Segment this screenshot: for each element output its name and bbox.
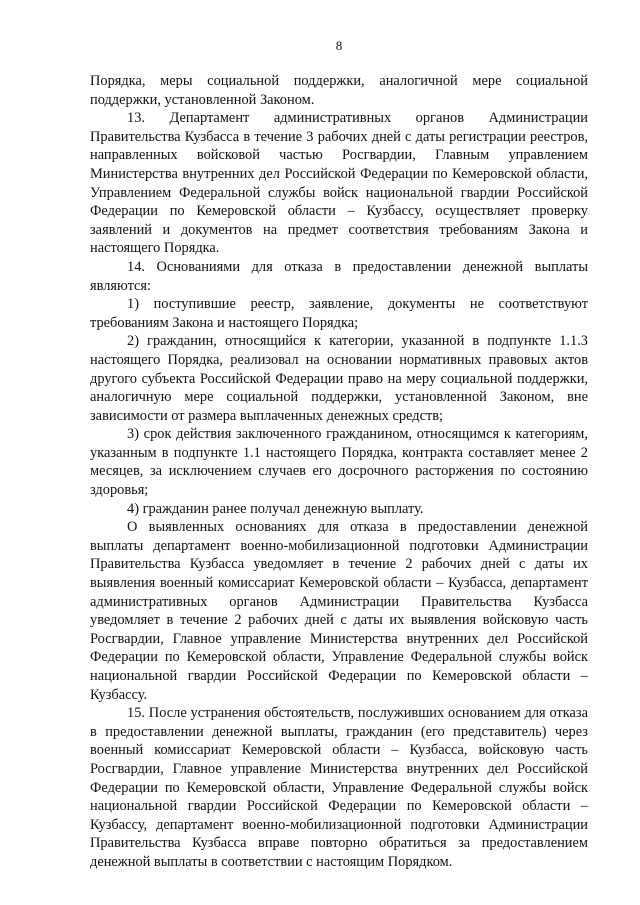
paragraph-item-14: 14. Основаниями для отказа в предоставлении денежной выплаты являются: xyxy=(90,258,588,294)
document-body xyxy=(90,72,588,872)
paragraph-subitem-3: 3) срок действия заключенного гражданином, относящимся к категориям, указанным в подпункте 1.1 настоящего Порядка, контракта составляет менее 2 месяцев, за исключением случаев его досрочного расторжения по состоянию здоровья; xyxy=(90,426,588,499)
paragraph-item-13: 13. Департамент административных органов Администрации Правительства Кузбасса в течение 3 рабочих дней с даты регистрации реестров, направленных войсковой частью Росгвардии, Главным управлением Министерства внутренних дел Российской Федерации по Кемеровской области, Управлением Федеральной службы войск национальной гвардии Российской Федерации по Кемеровской области – Кузбассу, осуществляет проверку заявлений и документов на предмет соответствия требованиям Закона и настоящего Порядка. xyxy=(90,110,588,257)
paragraph-item-15: 15. После устранения обстоятельств, послуживших основанием для отказа в предоставлении денежной выплаты, гражданин (его представитель) через военный комиссариат Кемеровской области – Кузбасса, войсковую часть Росгвардии, Главное управление Министерства внутренних дел Российской Федерации по Кемеровской области, Управление Федеральной службы войск национальной гвардии Российской Федерации по Кемеровской области – Кузбассу, департамент военно-мобилизационной подготовки Администрации Правительства Кузбасса вправе повторно обратиться за предоставлением денежной выплаты в соответствии с настоящим Порядком. xyxy=(90,705,588,870)
paragraph-subitem-4: 4) гражданин ранее получал денежную выплату. xyxy=(127,500,424,517)
paragraph-subitem-2: 2) гражданин, относящийся к категории, указанной в подпункте 1.1.3 настоящего Порядка, реализовал на основании нормативных правовых актов другого субъекта Российской Федерации право на меру социальной поддержки, аналогичную мере социальной поддержки, установленной Законом, вне зависимости от размера выплаченных денежных средств; xyxy=(90,333,588,424)
paragraph-subitem-1: 1) поступившие реестр, заявление, документы не соответствуют требованиям Закона и настоящего Порядка; xyxy=(90,296,588,331)
paragraph-notification: О выявленных основаниях для отказа в предоставлении денежной выплаты департамент военно-мобилизационной подготовки Администрации Правительства Кузбасса уведомляет в течение 2 рабочих дней с даты их выявления военный комиссариат Кемеровской области – Кузбасса, департамент административных органов Администрации Правительства Кузбасса уведомляет в течение 2 рабочих дней с даты их выявления войсковую часть Росгвардии, Главное управление Министерства внутренних дел Российской Федерации по Кемеровской области, Управление Федеральной службы войск национальной гвардии Российской Федерации по Кемеровской области – Кузбассу. xyxy=(90,519,588,703)
page-number: 8 xyxy=(335,38,343,53)
paragraph-continuation: Порядка, меры социальной поддержки, аналогичной мере социальной поддержки, установленной Законом. xyxy=(90,73,588,108)
